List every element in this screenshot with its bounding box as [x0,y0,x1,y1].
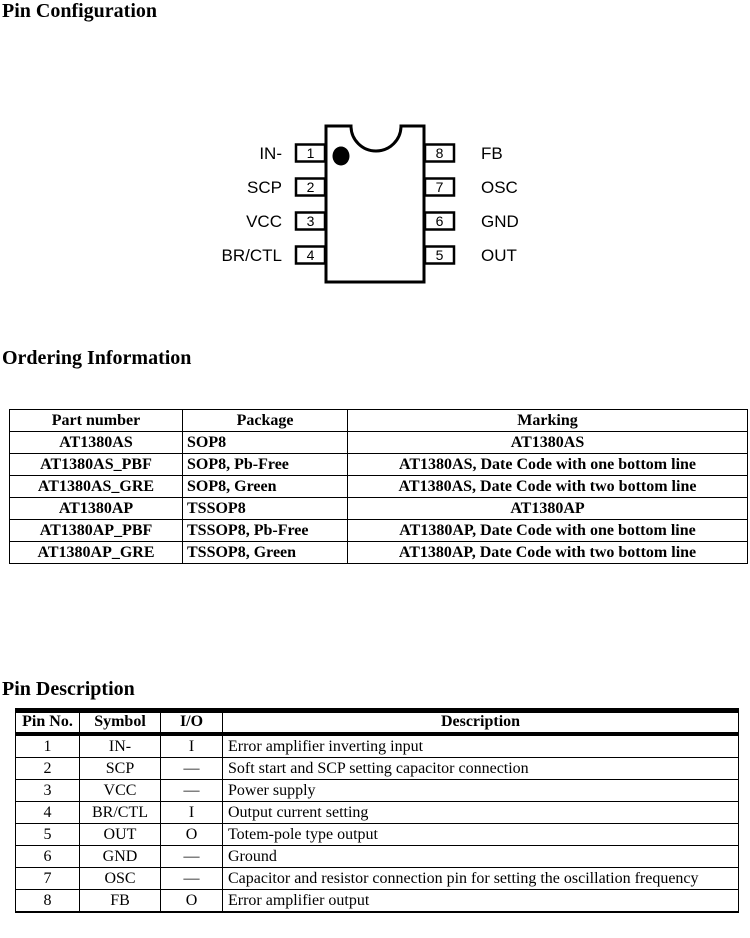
table-row [16,823,739,845]
pin-header-io: I/O [161,711,223,734]
ordering-header-part-number: Part number [10,410,183,432]
pin-number-4: 4 [306,247,315,263]
pin-description-cell: Ground [223,845,739,867]
pin-label-vcc: VCC [246,212,282,231]
pin-label-brctl: BR/CTL [222,246,282,265]
pin-io-cell: — [161,845,223,867]
pin-no-cell: 3 [16,779,80,801]
pin-number-6: 6 [435,213,444,229]
pin-no-cell: 7 [16,867,80,889]
package-cell: SOP8 [183,432,348,454]
pin-description-cell: Power supply [223,779,739,801]
pin-header-symbol: Symbol [80,711,161,734]
pin-symbol-cell: SCP [80,757,161,779]
pin-description-heading: Pin Description [2,678,135,700]
part-number-cell: AT1380AP [10,498,183,520]
table-row [16,734,739,758]
package-cell: TSSOP8, Green [183,542,348,564]
pin-label-osc: OSC [481,178,518,197]
ordering-header-marking: Marking [348,410,748,432]
pin-number-5: 5 [435,247,444,263]
table-row [16,867,739,889]
pin-symbol-cell: OUT [80,823,161,845]
pin-io-cell: O [161,823,223,845]
pin-header-pin-no: Pin No. [16,711,80,734]
pin-label-in: IN- [259,144,282,163]
pin-header-description: Description [223,711,739,734]
pin-label-out: OUT [481,246,517,265]
table-row [10,520,748,542]
package-cell: TSSOP8 [183,498,348,520]
pin-io-cell: O [161,889,223,912]
pin-symbol-cell: IN- [80,734,161,758]
table-row [16,801,739,823]
pin-description-cell: Totem-pole type output [223,823,739,845]
table-row [16,889,739,912]
table-row [16,845,739,867]
pin-description-table [15,708,739,913]
pin-number-7: 7 [435,179,444,195]
part-number-cell: AT1380AS [10,432,183,454]
package-cell: SOP8, Green [183,476,348,498]
pin-no-cell: 2 [16,757,80,779]
table-row [10,454,748,476]
pin-symbol-cell: BR/CTL [80,801,161,823]
pin-no-cell: 1 [16,734,80,758]
pin-io-cell: I [161,734,223,758]
pin-no-cell: 8 [16,889,80,912]
ordering-information-heading: Ordering Information [2,347,192,369]
part-number-cell: AT1380AP_PBF [10,520,183,542]
pin-io-cell: — [161,867,223,889]
marking-cell: AT1380AS, Date Code with two bottom line [348,476,748,498]
table-row [10,432,748,454]
part-number-cell: AT1380AS_PBF [10,454,183,476]
pin-no-cell: 5 [16,823,80,845]
marking-cell: AT1380AP, Date Code with one bottom line [348,520,748,542]
table-row [16,779,739,801]
pin-no-cell: 6 [16,845,80,867]
pin-description-cell: Error amplifier output [223,889,739,912]
pin-description-cell: Error amplifier inverting input [223,734,739,758]
pin-label-gnd: GND [481,212,519,231]
pin-description-cell: Output current setting [223,801,739,823]
pin-configuration-heading: Pin Configuration [2,0,158,22]
package-cell: TSSOP8, Pb-Free [183,520,348,542]
pin-io-cell: — [161,779,223,801]
pin-symbol-cell: GND [80,845,161,867]
part-number-cell: AT1380AS_GRE [10,476,183,498]
table-row [10,542,748,564]
package-cell: SOP8, Pb-Free [183,454,348,476]
pin-description-cell: Capacitor and resistor connection pin for setting the oscillation frequency [223,867,739,889]
pin-number-3: 3 [306,213,315,229]
ordering-information-table [9,409,748,564]
pin-no-cell: 4 [16,801,80,823]
marking-cell: AT1380AP, Date Code with two bottom line [348,542,748,564]
marking-cell: AT1380AP [348,498,748,520]
pin-number-2: 2 [306,179,315,195]
pin-io-cell: I [161,801,223,823]
pin-number-8: 8 [435,145,444,161]
pin-description-cell: Soft start and SCP setting capacitor connection [223,757,739,779]
part-number-cell: AT1380AP_GRE [10,542,183,564]
pin-label-scp: SCP [247,178,282,197]
pin-configuration-diagram [222,110,532,292]
pin-io-cell: — [161,757,223,779]
pin-symbol-cell: VCC [80,779,161,801]
pin1-marker-dot [333,147,350,166]
pin-number-1: 1 [306,145,315,161]
ordering-header-package: Package [183,410,348,432]
table-row [16,757,739,779]
ordering-header-row [10,410,748,432]
pin-table-header-row [16,711,739,734]
table-row [10,476,748,498]
table-row [10,498,748,520]
pin-symbol-cell: OSC [80,867,161,889]
marking-cell: AT1380AS [348,432,748,454]
pin-label-fb: FB [481,144,503,163]
pin-symbol-cell: FB [80,889,161,912]
marking-cell: AT1380AS, Date Code with one bottom line [348,454,748,476]
